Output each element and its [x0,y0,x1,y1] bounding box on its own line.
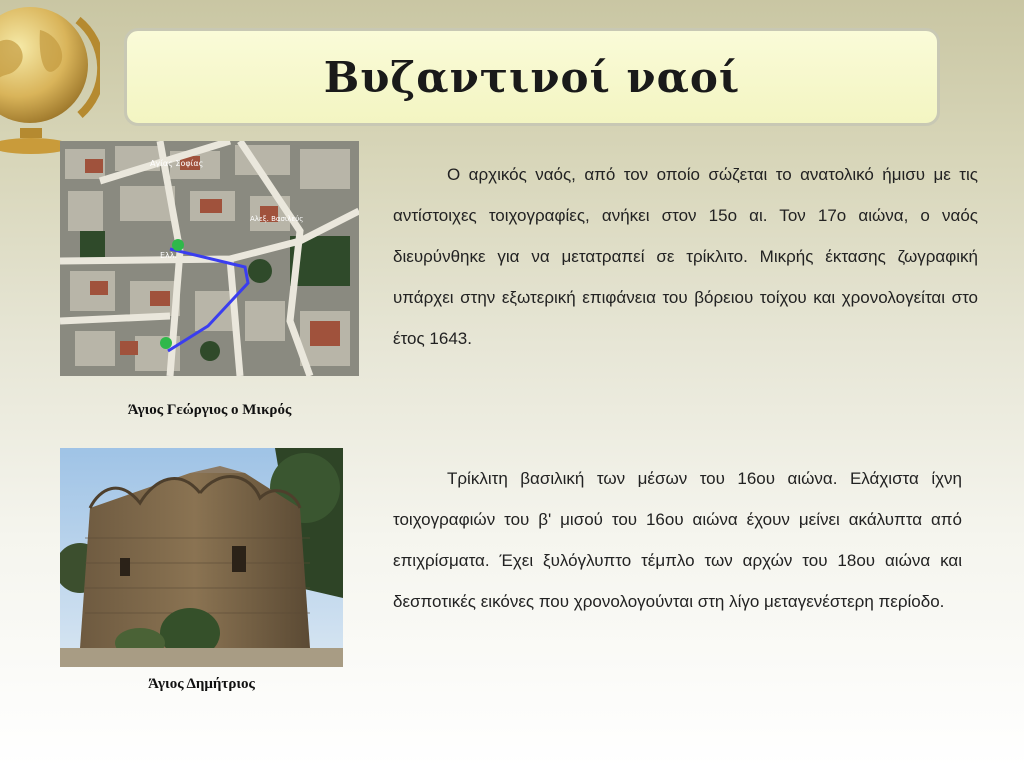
globe-icon [0,0,100,160]
description-paragraph: Ο αρχικός ναός, από τον οποίο σώζεται το ανατολικό ήμισυ με τις αντίστοιχες τοιχογραφίες, ανήκει στον 15ο αι. Τον 17ο αιώνα, ο ναός διευρύνθηκε για να μετατραπεί σε τρίκλιτο. Μικρής έκτασης ζωγραφική υπάρχει στην εξωτερική επιφάνεια του βόρειου τοίχου και χρονολογείται στο έτος 1643. [393,165,978,348]
description-paragraph: Τρίκλιτη βασιλική των μέσων του 16ου αιώνα. Ελάχιστα ίχνη τοιχογραφιών του β' μισού του 16ου αιώνα έχουν μείνει ακάλυπτα από επιχρίσματα. Έχει ξυλόγλυπτο τέμπλο των αρχών του 18ου αιώνα και δεσποτικές εικόνες που χρονολογούνται στη λίγο μεταγενέστερη περίοδο. [393,469,962,611]
church-image [60,448,343,667]
map-label: Ελλ. [160,251,178,260]
map-label: Αλεξ. Βασιλεύς [250,215,304,223]
slide-title: Βυζαντινοί ναοί [323,52,741,102]
map-image [60,141,359,376]
image-caption: Άγιος Γεώργιος ο Μικρός [127,402,292,418]
image-caption: Άγιος Δημήτριος [148,676,255,692]
title-box [124,28,940,126]
map-label: Αγίας Σοφίας [150,159,204,168]
